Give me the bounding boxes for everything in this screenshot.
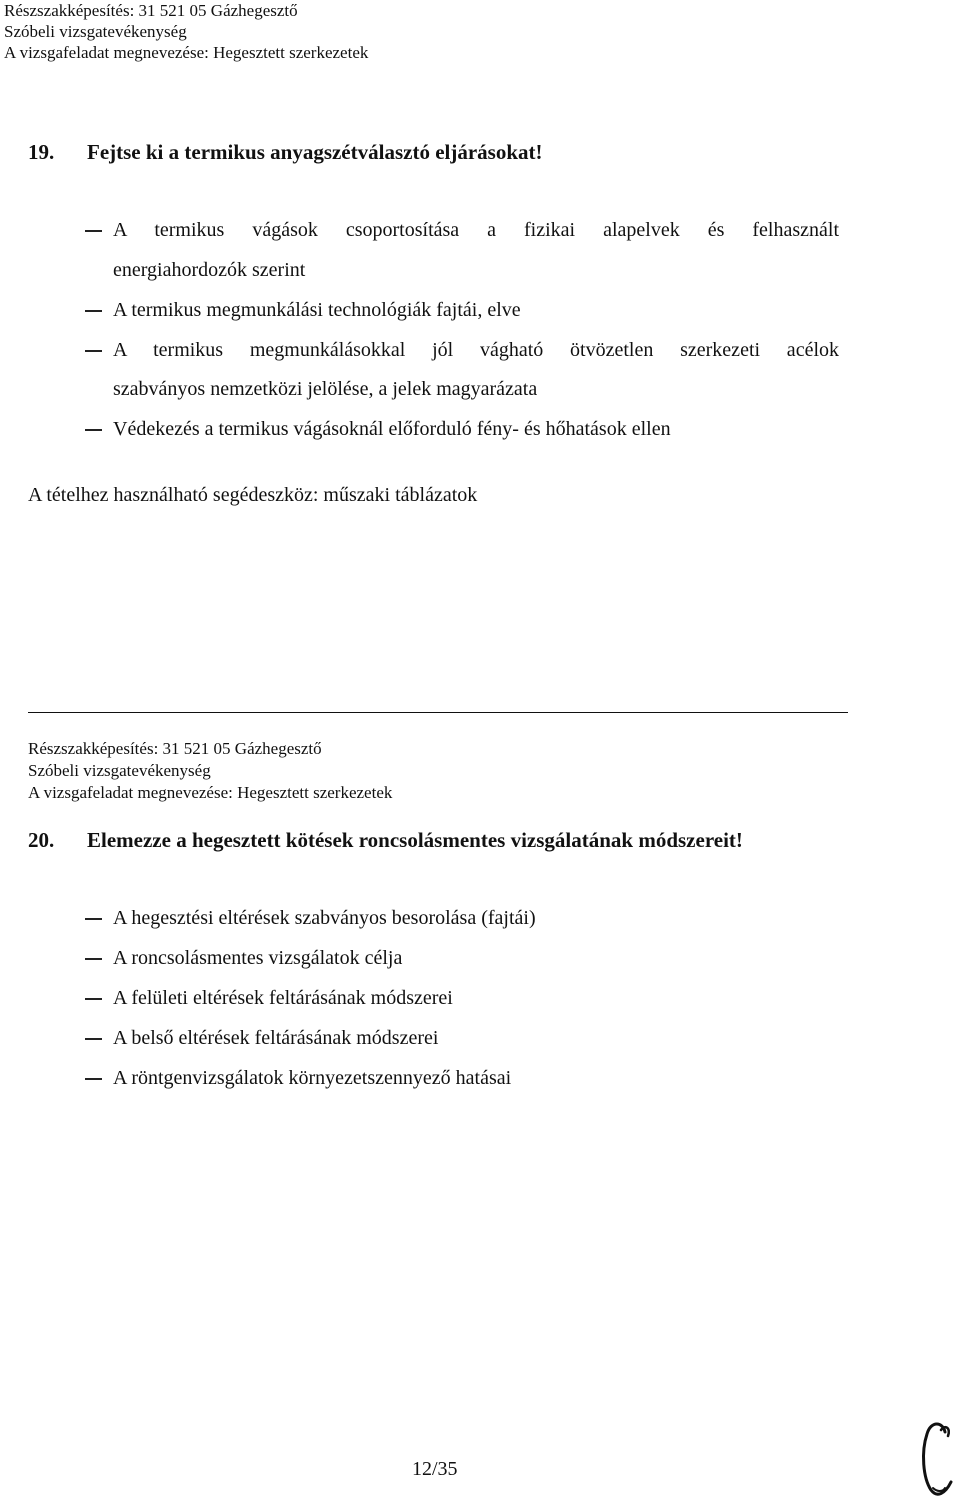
question-19-number: 19. <box>28 140 55 164</box>
q19-tool-note: A tételhez használható segédeszköz: műszaki táblázatok <box>28 484 478 506</box>
signature-mark <box>915 1418 957 1500</box>
header-qualification: Részszakképesítés: 31 521 05 Gázhegesztő <box>4 1 298 20</box>
bullet-dash <box>85 310 102 312</box>
question-20-title: Elemezze a hegesztett kötések roncsolásmentes vizsgálatának módszereit! <box>87 828 743 852</box>
bullet-dash <box>85 998 102 1000</box>
q19-item-3-line2: szabványos nemzetközi jelölése, a jelek magyarázata <box>113 378 538 400</box>
bullet-dash <box>85 429 102 431</box>
bullet-dash <box>85 958 102 960</box>
q19-item-3-line1: A termikus megmunkálásokkal jól vágható ötvözetlen szerkezeti acélok <box>113 339 839 361</box>
page-number: 12/35 <box>412 1458 458 1480</box>
question-20-number: 20. <box>28 828 55 852</box>
section-divider <box>28 712 848 713</box>
bullet-dash <box>85 918 102 920</box>
bullet-dash <box>85 350 102 352</box>
q20-item-2: A roncsolásmentes vizsgálatok célja <box>113 947 403 969</box>
header-task-name: A vizsgafeladat megnevezése: Hegesztett szerkezetek <box>4 43 369 62</box>
q20-item-3: A felületi eltérések feltárásának módszerei <box>113 987 453 1009</box>
q20-item-1: A hegesztési eltérések szabványos besorolása (fajtái) <box>113 907 536 929</box>
q19-item-4: Védekezés a termikus vágásoknál előforduló fény- és hőhatások ellen <box>113 418 671 440</box>
header-exam-activity: Szóbeli vizsgatevékenység <box>4 22 187 41</box>
bullet-dash <box>85 1038 102 1040</box>
header-task-name: A vizsgafeladat megnevezése: Hegesztett szerkezetek <box>28 783 393 802</box>
header-exam-activity: Szóbeli vizsgatevékenység <box>28 761 211 780</box>
q19-item-1-line1: A termikus vágások csoportosítása a fizikai alapelvek és felhasznált <box>113 219 839 241</box>
header-qualification: Részszakképesítés: 31 521 05 Gázhegesztő <box>28 739 322 758</box>
bullet-dash <box>85 230 102 232</box>
bullet-dash <box>85 1078 102 1080</box>
q20-item-5: A röntgenvizsgálatok környezetszennyező hatásai <box>113 1067 512 1089</box>
q19-item-1-line2: energiahordozók szerint <box>113 259 306 281</box>
q20-item-4: A belső eltérések feltárásának módszerei <box>113 1027 439 1049</box>
q19-item-2: A termikus megmunkálási technológiák fajtái, elve <box>113 299 521 321</box>
question-19-title: Fejtse ki a termikus anyagszétválasztó eljárásokat! <box>87 140 543 164</box>
